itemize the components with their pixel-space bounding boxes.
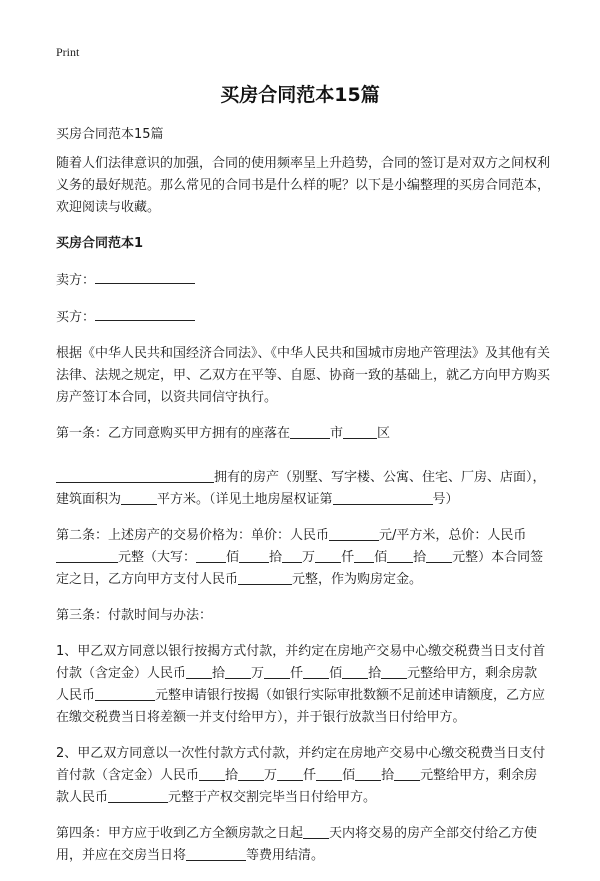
- seller-label: 卖方：: [56, 273, 96, 288]
- article-3-clause-1: 1、甲乙双方同意以银行按揭方式付款，并约定在房地产交易中心缴交税费当日支付首付款（含定金）人民币 拾 万 仟 佰 拾 元整给甲方，剩余房款人民币 元整申请银行按揭（如银行实际审批数额不足前述申请额度，乙方应在缴交税费当日将差额一并支付给甲方），并于银行放款当日付给甲方。: [56, 644, 546, 725]
- district-blank: [343, 425, 377, 439]
- buyer-field: [56, 306, 550, 329]
- mortgage-blank: [95, 687, 155, 701]
- blank: [426, 549, 452, 563]
- section-heading: 买房合同范本1: [56, 236, 144, 251]
- blank: [315, 549, 341, 563]
- area-blank: [121, 491, 157, 505]
- blank: [394, 767, 420, 781]
- subtitle: 买房合同范本15篇: [56, 127, 164, 142]
- remaining-blank: [108, 789, 168, 803]
- blank: [387, 549, 413, 563]
- blank: [264, 665, 290, 679]
- document-title: 买房合同范本15篇: [220, 84, 380, 106]
- blank: [381, 665, 407, 679]
- buyer-blank: [95, 306, 195, 321]
- blank: [354, 549, 374, 563]
- seller-blank: [95, 269, 195, 284]
- article-4: 第四条：甲方应于收到乙方全额房款之日起 天内将交易的房产全部交付给乙方使用，并应在交房当日将 等费用结清。: [56, 826, 538, 863]
- blank: [225, 665, 251, 679]
- blank: [238, 767, 264, 781]
- total-price-blank: [56, 549, 118, 563]
- blank: [342, 665, 368, 679]
- unit-price-blank: [329, 527, 379, 541]
- seller-field: [56, 269, 550, 292]
- city-blank: [290, 425, 330, 439]
- blank: [277, 767, 303, 781]
- article-1: 第一条：乙方同意购买甲方拥有的座落在 市 区 拥有的房产（别墅、写字楼、公寓、住宅、厂房、店面），建筑面积为 平方米。（详见土地房屋权证第 号）: [56, 426, 546, 507]
- deposit-blank: [238, 571, 292, 585]
- print-label: Print: [56, 45, 80, 59]
- fees-blank: [186, 847, 246, 861]
- blank: [186, 665, 212, 679]
- article-3-clause-2: 2、甲乙双方同意以一次性付款方式付款，并约定在房地产交易中心缴交税费当日支付首付款（含定金）人民币 拾 万 仟 佰 拾 元整给甲方，剩余房款人民币 元整于产权交割完毕当日付给甲方。: [56, 746, 546, 805]
- document-body: [56, 124, 550, 881]
- address-blank: [56, 469, 214, 483]
- buyer-label: 买方：: [56, 310, 96, 325]
- article-2: 第二条：上述房产的交易价格为：单价：人民币 元/平方米，总价：人民币元整（大写： 佰 拾 万 仟 佰 拾 元整）本合同签定之日，乙方向甲方支付人民币 元整，作为购房定金。: [56, 528, 544, 587]
- blank: [316, 767, 342, 781]
- basis-paragraph: 根据《中华人民共和国经济合同法》、《中华人民共和国城市房地产管理法》及其他有关法律、法规之规定，甲、乙双方在平等、自愿、协商一致的基础上，就乙方向甲方购买房产签订本合同，以资共同信守执行。: [56, 346, 551, 405]
- blank: [282, 549, 302, 563]
- days-blank: [303, 825, 329, 839]
- blank: [199, 767, 225, 781]
- certificate-blank: [333, 491, 433, 505]
- blank: [303, 665, 329, 679]
- blank: [196, 549, 226, 563]
- blank: [239, 549, 269, 563]
- article-3-heading: 第三条：付款时间与办法：: [56, 608, 213, 623]
- intro-paragraph: 随着人们法律意识的加强，合同的使用频率呈上升趋势，合同的签订是对双方之间权利义务的最好规范。那么常见的合同书是什么样的呢？以下是小编整理的买房合同范本，欢迎阅读与收藏。: [56, 156, 551, 215]
- blank: [355, 767, 381, 781]
